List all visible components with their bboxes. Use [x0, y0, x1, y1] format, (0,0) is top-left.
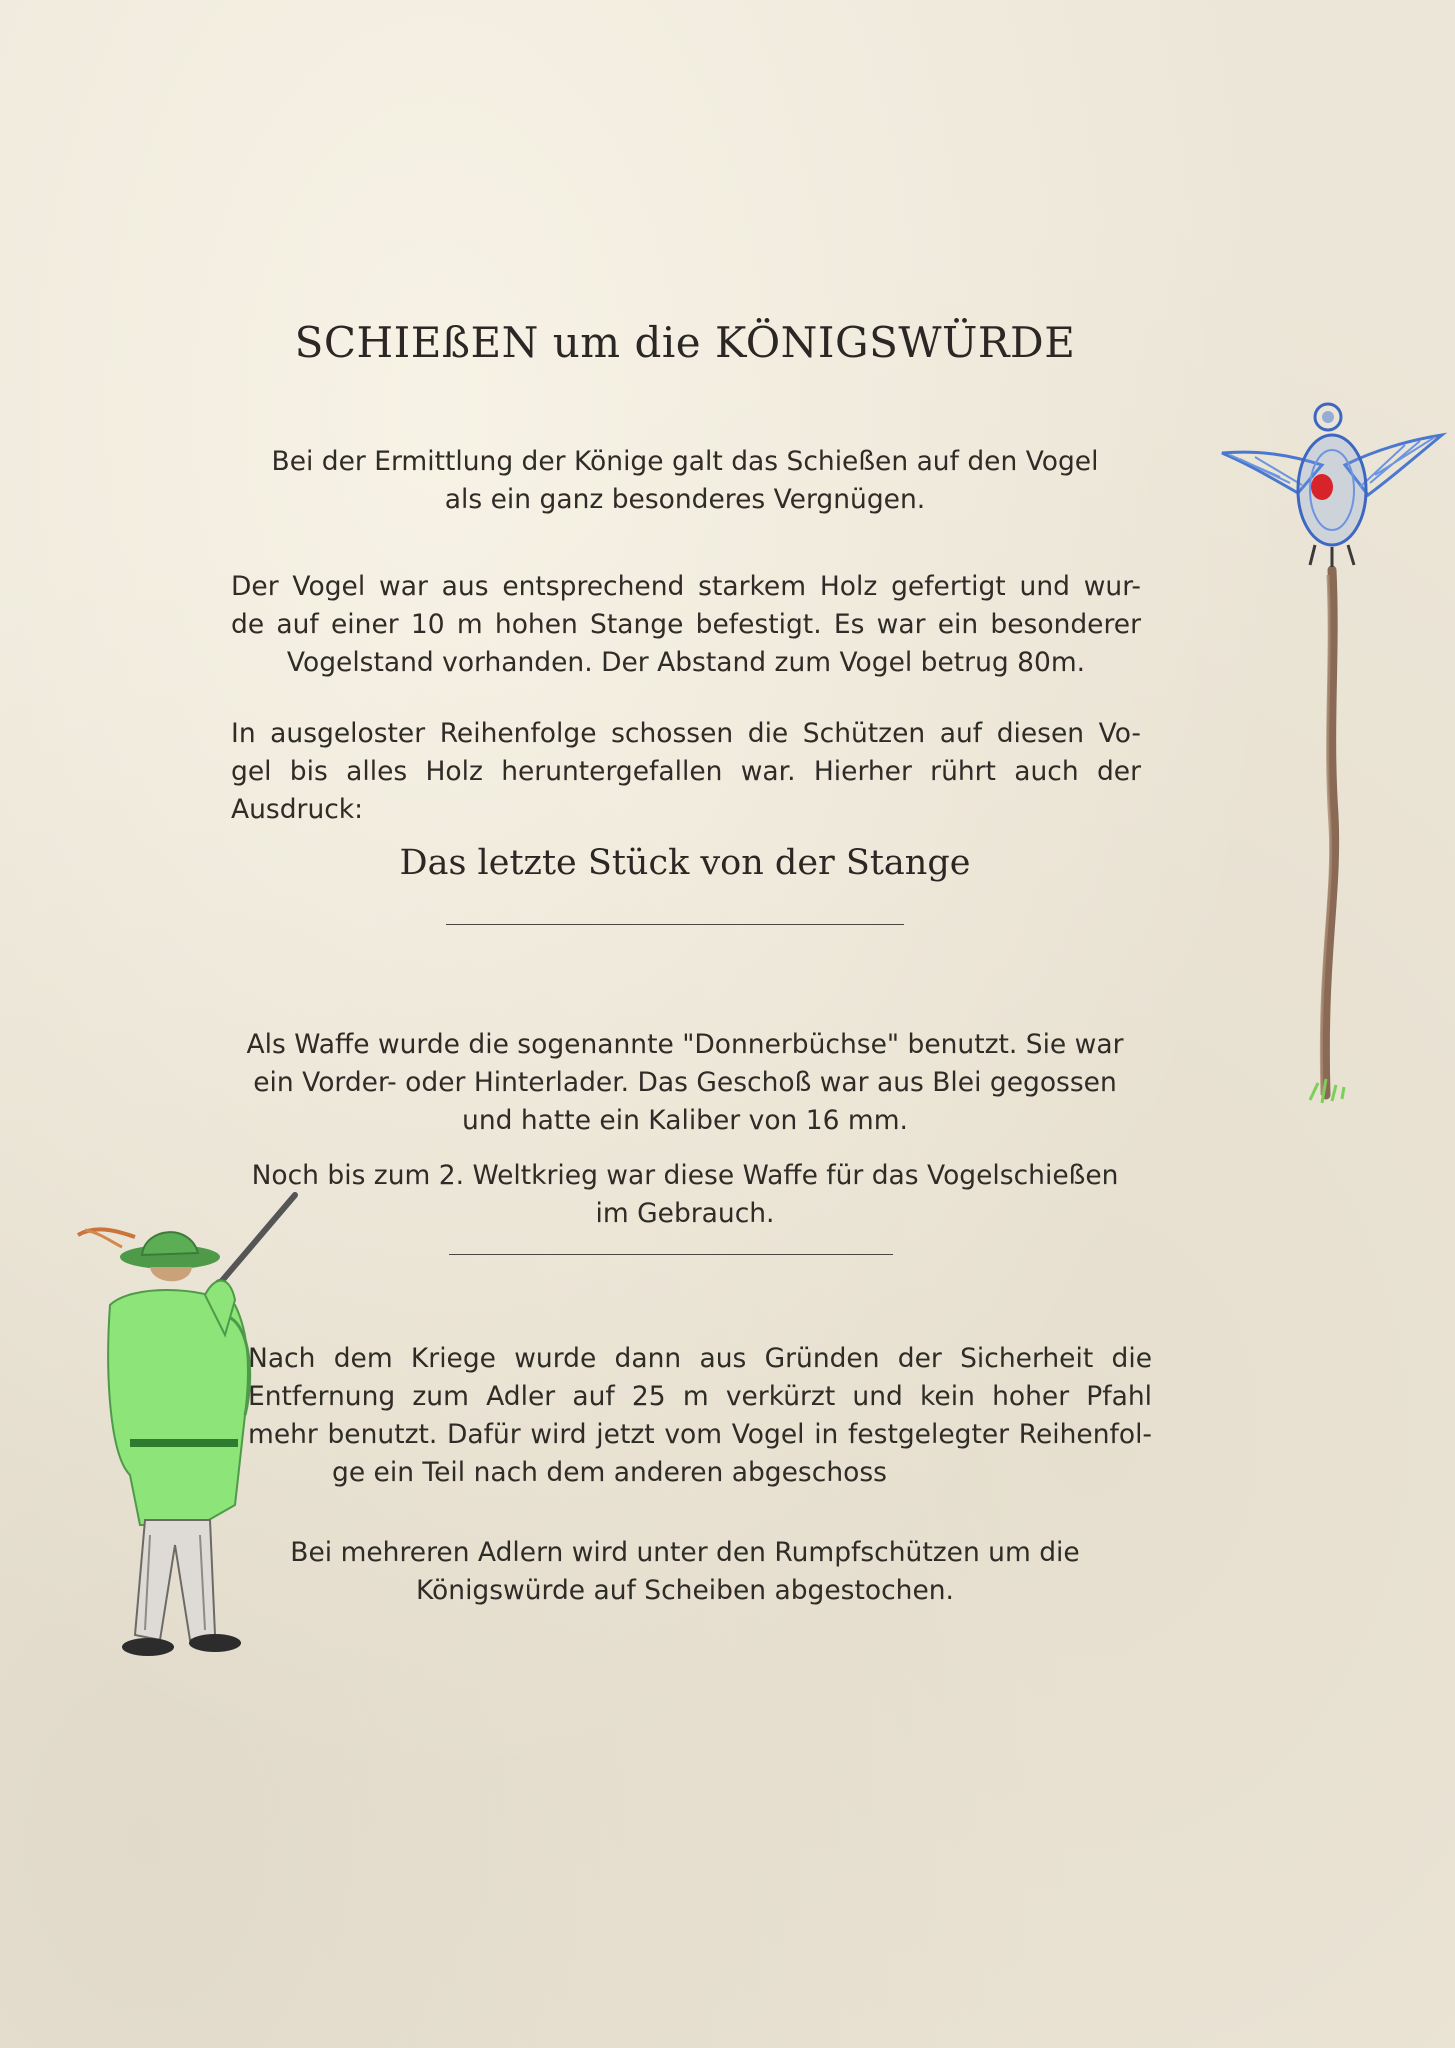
paragraph-7-line-1: Bei mehreren Adlern wird unter den Rumpfschützen um die [290, 1537, 1080, 1568]
divider-1 [446, 924, 904, 925]
paragraph-4 [180, 1026, 1190, 1140]
paragraph-4-line-2: ein Vorder- oder Hinterlader. Das Geschoß war aus Blei gegossen [253, 1067, 1117, 1098]
paragraph-1 [180, 443, 1190, 519]
paragraph-2-line-1: Der Vogel war aus entsprechend starkem Holz gefertigt und wur- [231, 571, 1141, 602]
paragraph-5-line-2: im Gebrauch. [595, 1198, 775, 1229]
slogan: Das letzte Stück von der Stange [399, 843, 971, 883]
paragraph-3-line-3: Ausdruck: [231, 794, 364, 825]
marksman-icon [50, 1175, 310, 1705]
paragraph-2-line-2: de auf einer 10 m hohen Stange befestigt. Es war ein besonderer [231, 609, 1141, 640]
paragraph-4-line-1: Als Waffe wurde die sogenannte "Donnerbüchse" benutzt. Sie war [246, 1029, 1124, 1060]
paragraph-1-line-2: als ein ganz besonderes Vergnügen. [444, 484, 926, 515]
paragraph-5-line-1: Noch bis zum 2. Weltkrieg war diese Waffe für das Vogelschießen [251, 1160, 1119, 1191]
paragraph-5 [180, 1157, 1190, 1233]
paragraph-6-line-4: ge ein Teil nach dem anderen abgeschoss [332, 1457, 887, 1488]
paragraph-2-line-3: Vogelstand vorhanden. Der Abstand zum Vogel betrug 80m. [286, 647, 1086, 678]
divider-2 [449, 1254, 893, 1255]
bird-on-pole-icon [1210, 395, 1455, 1115]
paragraph-2 [231, 568, 1141, 682]
paragraph-1-line-1: Bei der Ermittlung der Könige galt das Schießen auf den Vogel [271, 446, 1099, 477]
paragraph-4-line-3: und hatte ein Kaliber von 16 mm. [462, 1105, 908, 1136]
paragraph-3-line-1: In ausgeloster Reihenfolge schossen die Schützen auf diesen Vo- [231, 718, 1141, 749]
paragraph-3-line-2: gel bis alles Holz heruntergefallen war. Hierher rührt auch der [231, 756, 1141, 787]
page-title: SCHIEßEN um die KÖNIGSWÜRDE [294, 318, 1076, 367]
paragraph-3 [231, 715, 1141, 829]
paragraph-7-line-2: Königswürde auf Scheiben abgestochen. [416, 1575, 954, 1606]
paragraph-6-line-3: mehr benutzt. Dafür wird jetzt vom Vogel in festgelegter Reihenfol- [248, 1419, 1152, 1450]
paragraph-7 [180, 1534, 1190, 1610]
paragraph-6-line-2: Entfernung zum Adler auf 25 m verkürzt und kein hoher Pfahl [248, 1381, 1152, 1412]
paragraph-6-line-1: Nach dem Kriege wurde dann aus Gründen der Sicherheit die [248, 1343, 1152, 1374]
paragraph-6 [248, 1340, 1152, 1492]
